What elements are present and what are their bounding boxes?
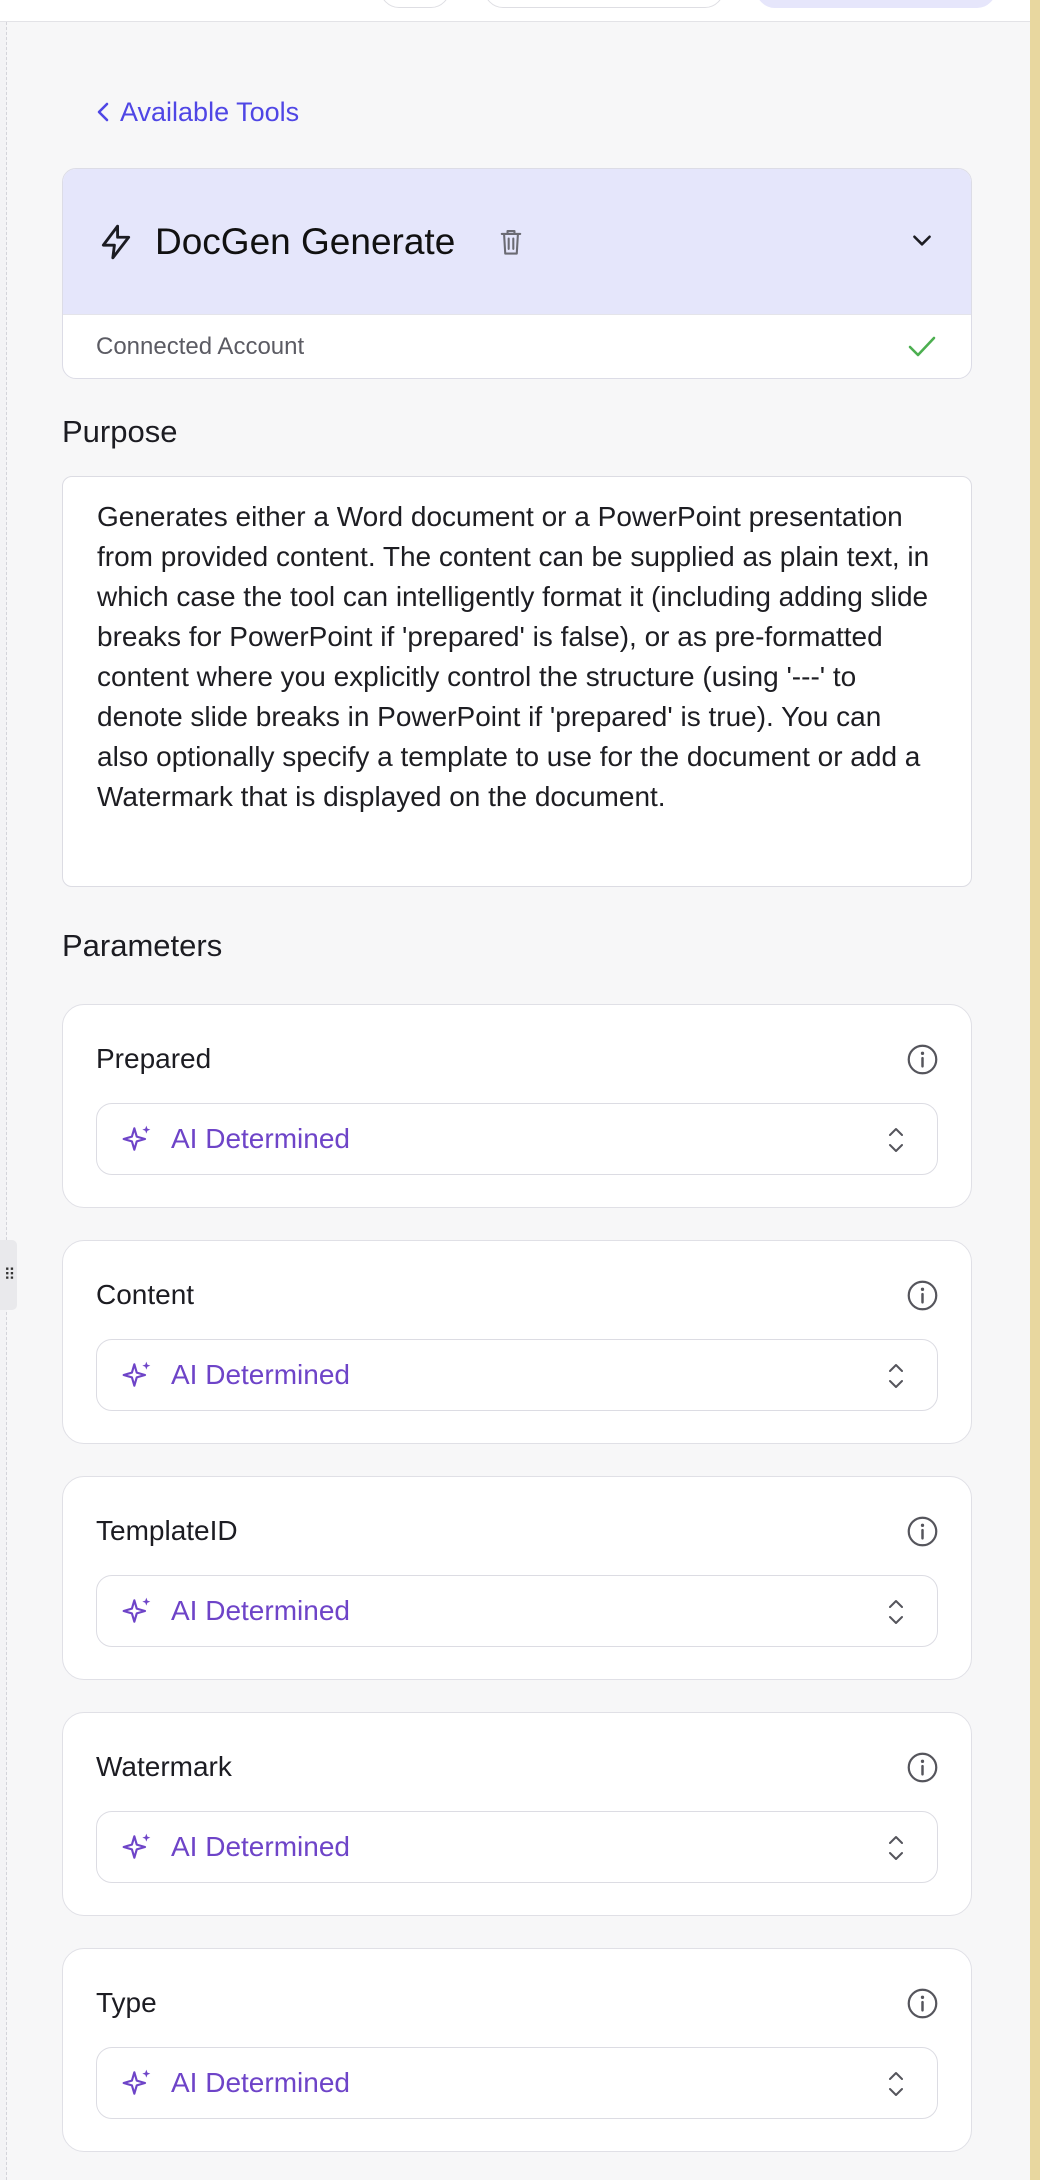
sparkles-icon: [121, 1595, 153, 1627]
toolbar-primary-button[interactable]: [756, 0, 996, 8]
check-icon: [907, 333, 937, 361]
parameter-mode-select[interactable]: [96, 1339, 938, 1411]
purpose-heading: Purpose: [62, 414, 178, 449]
parameter-card-templateid: [62, 1476, 972, 1680]
info-icon[interactable]: [906, 1279, 939, 1312]
sparkles-icon: [121, 1831, 153, 1863]
info-icon[interactable]: [906, 1987, 939, 2020]
connected-account-row: [63, 314, 971, 378]
tool-card: [62, 168, 972, 379]
chevron-up-down-icon: [885, 1360, 907, 1392]
info-icon[interactable]: [906, 1515, 939, 1548]
parameter-label: Watermark: [96, 1751, 232, 1782]
top-toolbar: [0, 0, 1030, 22]
connected-account-label: Connected Account: [96, 332, 305, 360]
right-edge-strip: [1030, 0, 1040, 2180]
chevron-down-icon[interactable]: [909, 227, 935, 253]
select-value: AI Determined: [171, 1123, 350, 1154]
chevron-up-down-icon: [885, 1124, 907, 1156]
left-resize-rail: [0, 22, 7, 2180]
parameter-mode-select[interactable]: [96, 1575, 938, 1647]
back-to-available-tools-link[interactable]: [94, 92, 299, 132]
parameter-label: Content: [96, 1279, 195, 1310]
sparkles-icon: [121, 2067, 153, 2099]
toolbar-button[interactable]: [380, 0, 450, 8]
parameter-label: Type: [96, 1987, 157, 2018]
info-icon[interactable]: [906, 1043, 939, 1076]
sparkles-icon: [121, 1359, 153, 1391]
chevron-up-down-icon: [885, 2068, 907, 2100]
select-value: AI Determined: [171, 1831, 350, 1862]
tool-title: DocGen Generate: [155, 220, 456, 262]
purpose-textarea[interactable]: Generates either a Word document or a PowerPoint presentation from provided content. The content can be supplied as plain text, in which case the tool can intelligently format it (including adding slide breaks for PowerPoint if 'prepared' is false), or as pre-formatted content where you explicitly control the structure (using '---' to denote slide breaks in PowerPoint if 'prepared' is true). You can also optionally specify a template to use for the document or add a Watermark that is displayed on the document.: [62, 476, 972, 887]
chevron-up-down-icon: [885, 1832, 907, 1864]
back-link-label: Available Tools: [120, 96, 300, 127]
sparkles-icon: [121, 1123, 153, 1155]
parameter-mode-select[interactable]: [96, 1811, 938, 1883]
select-value: AI Determined: [171, 2067, 350, 2098]
info-icon[interactable]: [906, 1751, 939, 1784]
select-value: AI Determined: [171, 1595, 350, 1626]
trash-icon[interactable]: [497, 227, 525, 257]
parameters-heading: Parameters: [62, 928, 223, 963]
drag-handle-icon[interactable]: ⠿: [0, 1240, 17, 1310]
toolbar-button[interactable]: [484, 0, 724, 8]
lightning-bolt-icon: [97, 223, 135, 261]
parameter-card-watermark: [62, 1712, 972, 1916]
parameter-label: TemplateID: [96, 1515, 238, 1546]
select-value: AI Determined: [171, 1359, 350, 1390]
parameter-card-content: [62, 1240, 972, 1444]
chevron-up-down-icon: [885, 1596, 907, 1628]
parameter-label: Prepared: [96, 1043, 212, 1074]
parameter-card-prepared: [62, 1004, 972, 1208]
parameter-card-type: [62, 1948, 972, 2152]
parameter-mode-select[interactable]: [96, 1103, 938, 1175]
chevron-left-icon: [94, 100, 112, 124]
tool-header[interactable]: [63, 169, 971, 314]
parameter-mode-select[interactable]: [96, 2047, 938, 2119]
